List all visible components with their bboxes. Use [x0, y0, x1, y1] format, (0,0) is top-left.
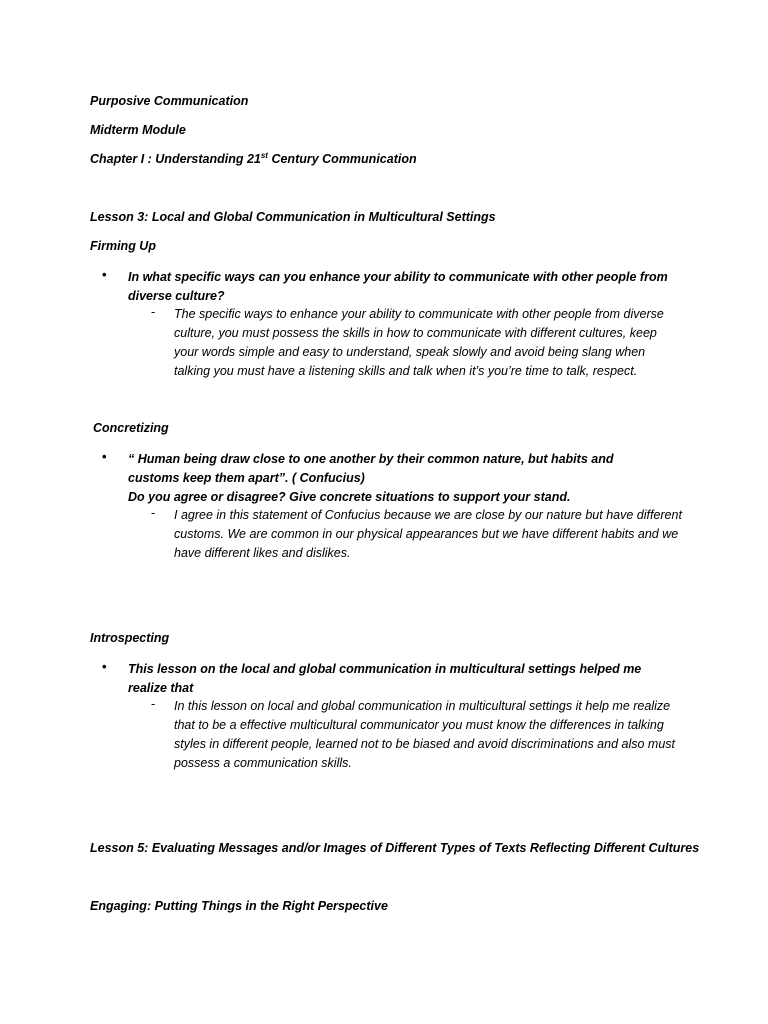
chapter-title-sup: st — [260, 150, 268, 160]
introspecting-answer: In this lesson on local and global communication in multicultural settings it help me realize that to be a effective multicultural communicator you must know the differences in talking styles in different people, learned not to be biased and avoid discriminations and also must possess a communication skills. — [174, 699, 675, 770]
module-title: Midterm Module — [90, 123, 186, 137]
chapter-title-prefix: Chapter I : Understanding 21 — [90, 152, 261, 166]
introspecting-prompt: This lesson on the local and global communication in multicultural settings helped me realize that — [128, 662, 642, 695]
dash-icon: - — [151, 697, 156, 711]
introspecting-heading: Introspecting — [90, 631, 170, 645]
firming-up-answer: The specific ways to enhance your ability to communicate with other people from diverse culture, you must possess the skills in how to communicate with different cultures, keep your words simple and easy to understand, speak slowly and avoid being slang when talking you must have a listening skills and talk when it’s you’re time to talk, respect. — [174, 307, 664, 378]
chapter-title-suffix: Century Communication — [267, 152, 417, 166]
firming-up-heading: Firming Up — [90, 239, 156, 253]
concretizing-question: Do you agree or disagree? Give concrete situations to support your stand. — [128, 490, 571, 504]
course-title: Purposive Communication — [90, 94, 249, 108]
concretizing-answer: I agree in this statement of Confucius because we are close by our nature but have different customs. We are common in our physical appearances but we have different habits and we have different likes and dislikes. — [174, 508, 682, 560]
chapter-title — [90, 152, 417, 166]
confucius-quote: “ Human being draw close to one another by their common nature, but habits and customs keep them apart”. ( Confucius) — [128, 452, 614, 485]
concretizing-heading: Concretizing — [93, 421, 169, 435]
dash-icon: - — [151, 506, 156, 520]
bullet-icon: • — [102, 659, 107, 674]
dash-icon: - — [151, 305, 156, 319]
engaging-heading: Engaging: Putting Things in the Right Perspective — [90, 899, 388, 913]
firming-up-question: In what specific ways can you enhance your ability to communicate with other people from diverse culture? — [128, 270, 668, 303]
bullet-icon: • — [102, 449, 107, 464]
bullet-icon: • — [102, 267, 107, 282]
lesson5-title: Lesson 5: Evaluating Messages and/or Images of Different Types of Texts Reflecting Different Cultures — [90, 841, 700, 855]
lesson3-title: Lesson 3: Local and Global Communication in Multicultural Settings — [90, 210, 496, 224]
